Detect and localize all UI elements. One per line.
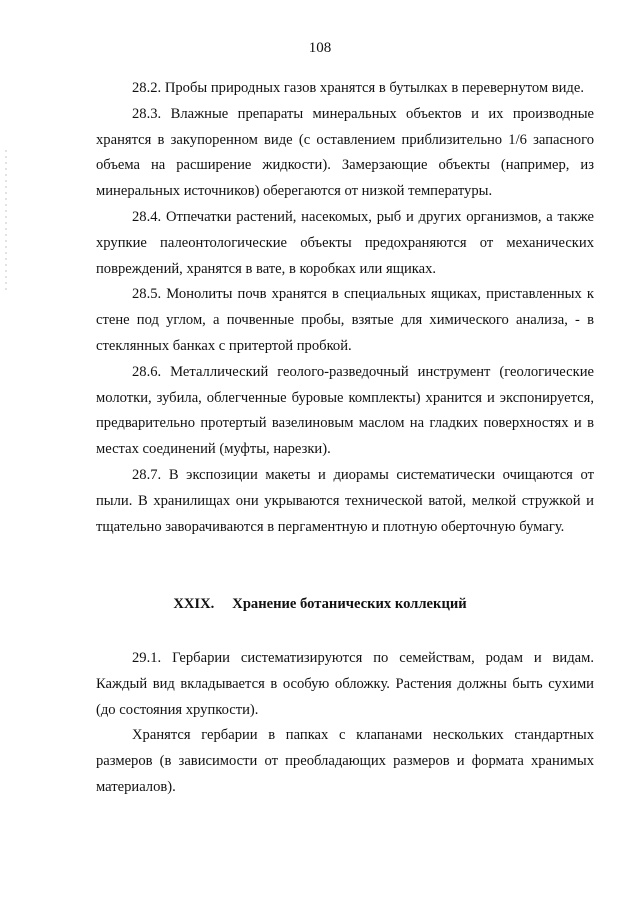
scan-artifact	[5, 150, 7, 290]
section-title: Хранение ботанических коллекций	[232, 596, 467, 612]
paragraph-28-6: 28.6. Металлический геолого-разведочный инструмент (геологические молотки, зубила, облегченные буровые комплекты) хранится и экспонируется, предварительно протертый вазелиновым маслом на гладких поверхностях и в местах соединений (муфты, нарезки).	[96, 363, 594, 458]
paragraph-29-1: 29.1. Гербарии систематизируются по семействам, родам и видам. Каждый вид вкладывается в особую обложку. Растения должны быть сухими (до состояния хрупкости).	[96, 650, 594, 718]
page-number: 108	[308, 40, 332, 56]
section-number: XXIX.	[173, 596, 215, 612]
paragraph-28-3: 28.3. Влажные препараты минеральных объектов и их производные хранятся в закупоренном виде (с оставлением приблизительно 1/6 запасного объема на расширение жидкости). Замерзающие объекты (например, из минеральных источников) оберегаются от низкой температуры.	[96, 105, 594, 200]
paragraph-28-5: 28.5. Монолиты почв хранятся в специальных ящиках, приставленных к стене под углом, а почвенные пробы, взятые для химического анализа, - в стеклянных банках с притертой пробкой.	[96, 286, 594, 354]
section-28-text	[96, 76, 594, 540]
section-29-text	[96, 646, 594, 801]
paragraph-28-2: 28.2. Пробы природных газов хранятся в бутылках в перевернутом виде.	[132, 80, 584, 96]
paragraph-28-7: 28.7. В экспозиции макеты и диорамы систематически очищаются от пыли. В хранилищах они укрываются технической ватой, мелкой стружкой и тщательно заворачиваются в пергаментную и плотную оберточную бумагу.	[96, 466, 594, 535]
paragraph-29-storage: Хранятся гербарии в папках с клапанами нескольких стандартных размеров (в зависимости от преобладающих размеров и формата хранимых материалов).	[96, 727, 594, 795]
paragraph-28-4: 28.4. Отпечатки растений, насекомых, рыб и других организмов, а также хрупкие палеонтологические объекты предохраняются от механических повреждений, хранятся в вате, в коробках или ящиках.	[96, 208, 594, 277]
section-heading	[0, 596, 640, 613]
